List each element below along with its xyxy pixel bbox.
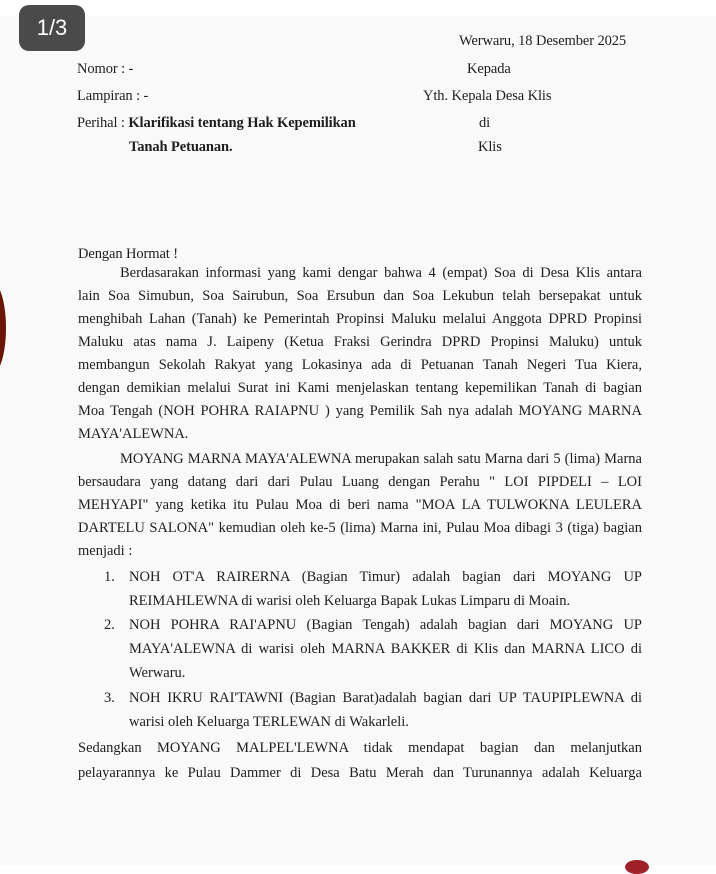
list-line: Werwaru.	[129, 665, 186, 681]
recipient-kepada: Kepada	[467, 61, 511, 77]
list-line: MAYA'ALEWNA di warisi oleh MARNA BAKKER di Klis dan MARNA LICO di	[129, 641, 642, 657]
list-line: REIMAHLEWNA di warisi oleh Keluarga Bapak Lukas Limparu di Moain.	[129, 593, 571, 609]
paragraph-line: pelayarannya ke Pulau Dammer di Desa Batu Merah dan Turunannya adalah Keluarga	[78, 765, 642, 781]
paragraph-line: bersaudara yang datang dari dari Pulau Luang dengan Perahu " LOI PIPDELI – LOI	[78, 474, 642, 490]
page-indicator-badge: 1/3	[19, 5, 85, 51]
list-line: NOH OT'A RAIRERNA (Bagian Timur) adalah bagian dari MOYANG UP	[129, 569, 642, 585]
paragraph-line: Moa Tengah (NOH POHRA RAIAPNU ) yang Pemilik Sah nya adalah MOYANG MARNA	[78, 403, 642, 419]
document-edge-mark	[625, 860, 649, 874]
paragraph-line: Maluku atas nama J. Laipeny (Ketua Fraksi Gerindra DPRD Propinsi Maluku) untuk	[78, 334, 642, 350]
recipient-place: Klis	[478, 139, 502, 155]
list-number: 3.	[104, 690, 115, 706]
place-date: Werwaru, 18 Desember 2025	[459, 33, 627, 49]
list-line: warisi oleh Keluarga TERLEWAN di Wakarleli.	[129, 714, 409, 730]
paragraph-line: MAYA'ALEWNA.	[78, 426, 189, 442]
paragraph-line: membangun Sekolah Rakyat yang Lokasinya ada di Petuanan Tanah Negeri Tua Kiera,	[78, 357, 642, 373]
recipient-name: Yth. Kepala Desa Klis	[423, 88, 552, 104]
perihal-field	[77, 115, 356, 132]
paragraph-line: MOYANG MARNA MAYA'ALEWNA merupakan salah satu Marna dari 5 (lima) Marna	[120, 451, 642, 467]
paragraph-line: DARTELU SALONA" kemudian oleh ke-5 (lima) Marna ini, Pulau Moa dibagi 3 (tiga) bagian	[78, 520, 642, 536]
paragraph-line: lain Soa Simubun, Soa Sairubun, Soa Ersubun dan Soa Lekubun telah bersepakat untuk	[78, 288, 642, 304]
paragraph-line: Sedangkan MOYANG MALPEL'LEWNA tidak mendapat bagian dan melanjutkan	[78, 740, 642, 756]
perihal-subject-continued: Tanah Petuanan.	[129, 139, 233, 155]
perihal-label: Perihal :	[77, 115, 129, 131]
list-line: NOH IKRU RAI'TAWNI (Bagian Barat)adalah bagian dari UP TAUPIPLEWNA di	[129, 690, 642, 706]
paragraph-line: MEHYAPI" yang ketika itu Pulau Moa di beri nama "MOA LA TULWOKNA LEULERA	[78, 497, 642, 513]
paragraph-line: dengan demikian melalui Surat ini Kami menjelaskan tentang kepemilikan Tanah di bagian	[78, 380, 642, 396]
list-number: 1.	[104, 569, 115, 585]
paragraph-line: menghibah Lahan (Tanah) ke Pemerintah Propinsi Maluku melalui Anggota DPRD Propinsi	[78, 311, 642, 327]
nomor-field: Nomor : -	[77, 61, 134, 77]
perihal-subject: Klarifikasi tentang Hak Kepemilikan	[128, 115, 356, 131]
lampiran-field: Lampiran : -	[77, 88, 149, 104]
recipient-di: di	[479, 115, 491, 131]
salutation: Dengan Hormat !	[78, 246, 178, 262]
list-line: NOH POHRA RAI'APNU (Bagian Tengah) adalah bagian dari MOYANG UP	[129, 617, 642, 633]
paragraph-line: Berdasarakan informasi yang kami dengar bahwa 4 (empat) Soa di Desa Klis antara	[120, 265, 642, 281]
paragraph-line: menjadi :	[78, 543, 133, 559]
list-number: 2.	[104, 617, 115, 633]
